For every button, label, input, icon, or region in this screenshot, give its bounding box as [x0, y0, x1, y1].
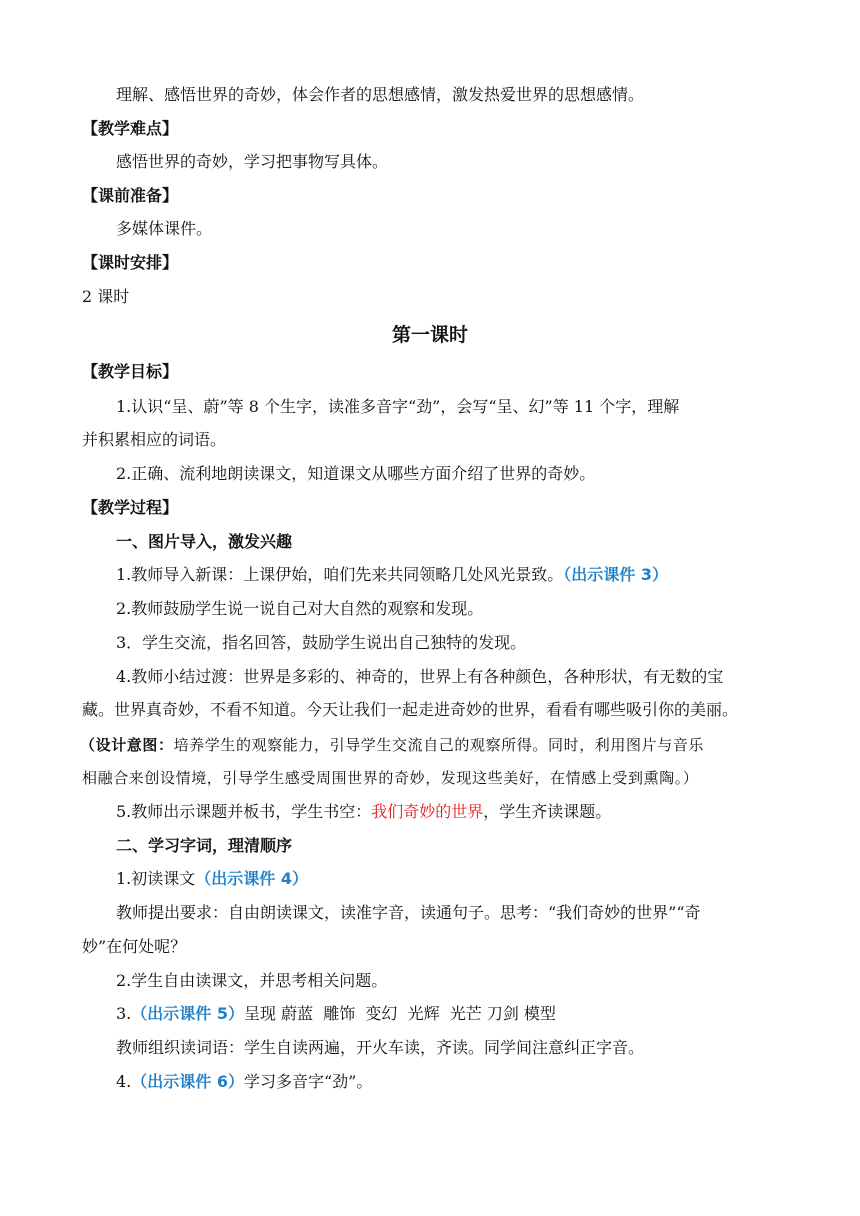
- goal-1-line-2: 并积累相应的词语。: [82, 430, 227, 449]
- design-intent-label: （设计意图：: [80, 736, 174, 754]
- vocabulary-words: 呈现 蔚蓝 雕饰 变幻 光辉 光芒 刀剑 模型: [243, 1004, 556, 1023]
- heading-difficulty: 【教学难点】: [82, 119, 179, 138]
- courseware-tag: （出示课件 3）: [563, 565, 668, 584]
- item-text: 5.教师出示课题并板书，学生书空：: [116, 802, 372, 821]
- item-text: 学习多音字“劲”。: [243, 1072, 373, 1091]
- step-2-item-2: 2.学生自由读课文，并思考相关问题。: [116, 971, 388, 990]
- goal-2: 2.正确、流利地朗读课文，知道课文从哪些方面介绍了世界的奇妙。: [116, 464, 596, 483]
- heading-schedule: 【课时安排】: [82, 253, 179, 272]
- section-title: 第一课时: [391, 324, 468, 346]
- heading-process: 【教学过程】: [82, 498, 179, 517]
- heading-preparation: 【课前准备】: [82, 186, 179, 205]
- step-2-item-1-requirement-line-2: 妙”在何处呢？: [82, 937, 187, 956]
- step-2-heading: 二、学习字词，理清顺序: [116, 836, 293, 855]
- step-1-item-1: [116, 564, 668, 586]
- step-1-item-4-line-2: 藏。世界真奇妙，不看不知道。今天让我们一起走进奇妙的世界，看看有哪些吸引你的美丽。: [82, 700, 739, 719]
- goal-1-line-1: 1.认识“呈、蔚”等 8 个生字，读准多音字“劲”，会写“呈、幻”等 11 个字，理解: [116, 397, 680, 416]
- item-text-tail: ，学生齐读课题。: [483, 802, 612, 821]
- courseware-tag: （出示课件 4）: [195, 869, 308, 888]
- heading-goals: 【教学目标】: [82, 362, 179, 381]
- item-text: 1.教师导入新课：上课伊始，咱们先来共同领略几处风光景致。: [116, 565, 564, 584]
- courseware-tag: （出示课件 6）: [131, 1072, 244, 1091]
- step-2-item-3: [116, 1003, 556, 1025]
- paragraph-preparation: 多媒体课件。: [116, 219, 213, 238]
- step-1-item-4-line-1: 4.教师小结过渡：世界是多彩的、神奇的，世界上有各种颜色，各种形状，有无数的宝: [116, 667, 724, 686]
- paragraph-schedule: 2 课时: [82, 287, 130, 306]
- step-2-item-3-instruction: 教师组织读词语：学生自读两遍，开火车读，齐读。同学间注意纠正字音。: [116, 1038, 645, 1057]
- step-1-item-3: 3．学生交流，指名回答，鼓励学生说出自己独特的发现。: [116, 633, 527, 652]
- design-intent-line-1: [80, 734, 704, 756]
- item-text: 1.初读课文: [116, 869, 196, 888]
- step-2-item-1-requirement-line-1: 教师提出要求：自由朗读课文，读准字音，读通句子。思考：“我们奇妙的世界”“奇: [116, 903, 701, 922]
- item-number: 3.: [116, 1004, 132, 1023]
- design-intent-line-2: 相融合来创设情境，引导学生感受周围世界的奇妙，发现这些美好，在情感上受到熏陶。）: [82, 769, 699, 787]
- step-2-item-1: [116, 868, 308, 890]
- lesson-title-highlight: 我们奇妙的世界: [371, 802, 484, 821]
- step-1-item-5: [116, 801, 611, 823]
- item-number: 4.: [116, 1072, 132, 1091]
- step-2-item-4: [116, 1071, 372, 1093]
- step-1-heading: 一、图片导入，激发兴趣: [116, 532, 293, 551]
- paragraph-difficulty: 感悟世界的奇妙，学习把事物写具体。: [116, 152, 389, 171]
- paragraph-goal-emotion: 理解、感悟世界的奇妙，体会作者的思想感情，激发热爱世界的思想感情。: [116, 85, 645, 104]
- step-1-item-2: 2.教师鼓励学生说一说自己对大自然的观察和发现。: [116, 599, 484, 618]
- design-intent-text: 培养学生的观察能力，引导学生交流自己的观察所得。同时，利用图片与音乐: [173, 736, 705, 754]
- courseware-tag: （出示课件 5）: [131, 1004, 244, 1023]
